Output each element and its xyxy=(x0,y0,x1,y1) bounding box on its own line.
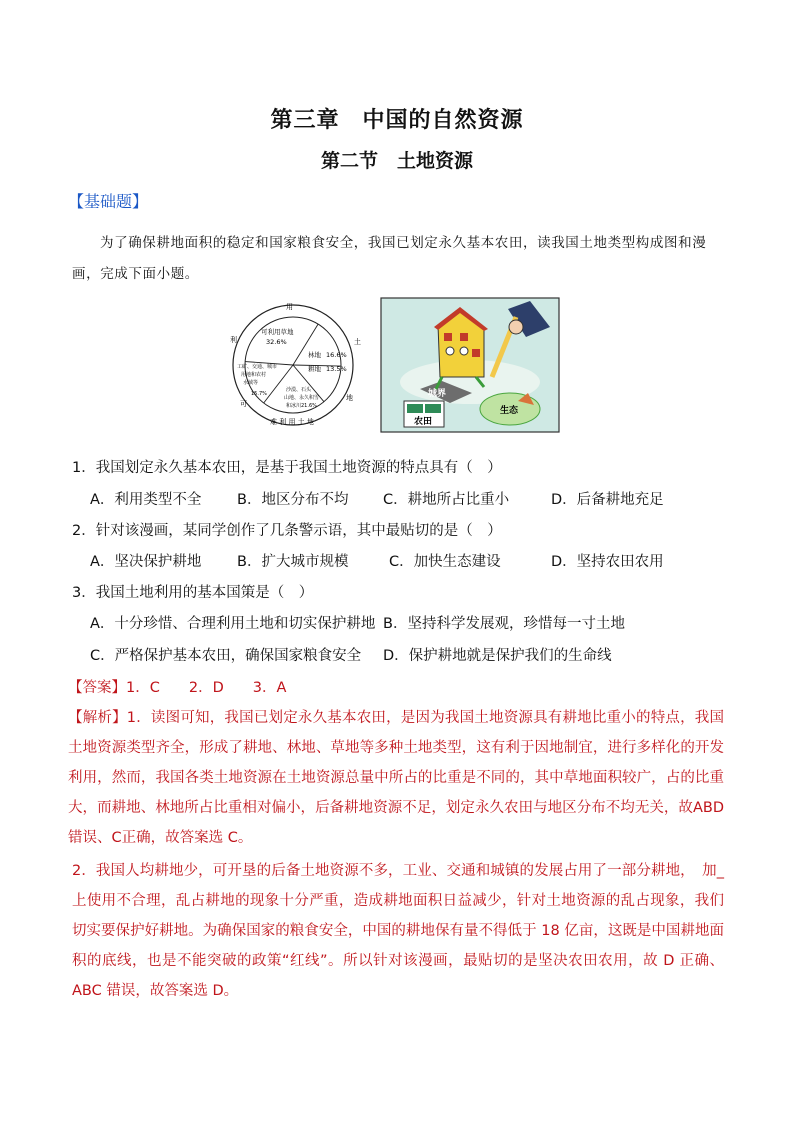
house-window-icon xyxy=(460,333,468,341)
hand-icon xyxy=(509,320,523,334)
question-1-option-c: C．耕地所占比重小 xyxy=(383,492,510,508)
farm-field-tile xyxy=(425,404,441,413)
answer-text: 1．C 2．D 3．A xyxy=(126,680,287,696)
farm-field-tile xyxy=(407,404,423,413)
slice-farm-value: 13.5% xyxy=(326,365,347,373)
slice-built-value: 15.7% xyxy=(251,391,267,397)
category-label: 【基础题】 xyxy=(68,192,149,211)
intro-paragraph: 为了确保耕地面积的稳定和国家粮食安全，我国已划定永久基本农田，读我国土地类型构成图和漫画，完成下面小题。 xyxy=(72,235,707,282)
slice-built-label-3: 水域等 xyxy=(243,380,259,386)
question-1-option-b: B．地区分布不均 xyxy=(237,492,349,508)
sign-eco-text: 生态 xyxy=(500,406,519,416)
question-1-option-a: A．利用类型不全 xyxy=(90,492,202,508)
analysis-paragraph-1 xyxy=(68,703,724,853)
answer-label: 【答案】 xyxy=(68,680,126,696)
question-2-option-d: D．坚持农田农用 xyxy=(551,554,664,570)
section-title: 第二节 土地资源 xyxy=(320,150,473,172)
question-3-option-d: D．保护耕地就是保护我们的生命线 xyxy=(383,648,612,664)
slice-unused-label-2: 山地、永久积雪 xyxy=(284,395,320,401)
ring-text-right-bottom: 地 xyxy=(346,394,353,402)
ring-text-right-top: 土 xyxy=(354,338,361,346)
question-2-option-a: A．坚决保护耕地 xyxy=(90,554,202,570)
slice-grass-value: 32.6% xyxy=(266,338,287,346)
question-3-option-a: A．十分珍惜、合理利用土地和切实保护耕地 xyxy=(90,616,376,632)
slice-unused-label-3: 和冰川21.6% xyxy=(286,403,317,409)
ring-text-top: 用 xyxy=(286,303,293,311)
house-eye-icon xyxy=(460,347,468,355)
sign-city-text: 城界 xyxy=(428,389,447,399)
question-1-stem: 1．我国划定永久基本农田，是基于我国土地资源的特点具有（ ） xyxy=(72,460,502,476)
slice-built-label-2: 用地和农村 xyxy=(241,372,267,378)
question-2-option-b: B．扩大城市规模 xyxy=(237,554,349,570)
question-3-option-c: C．严格保护基本农田，确保国家粮食安全 xyxy=(90,648,362,664)
chapter-title: 第三章 中国的自然资源 xyxy=(270,108,524,133)
analysis-label: 【解析】 xyxy=(68,710,127,726)
ring-text-left-bottom: 可 xyxy=(240,400,247,408)
analysis-paragraph-2: 2．我国人均耕地少，可开垦的后备土地资源不多，工业、交通和城镇的发展占用了一部分耕地， 加_上使用不合理，乱占耕地的现象十分严重，造成耕地面积日益减少，针对土地资源的乱占现象，我们切实要保护好耕地。为确保国家的粮食安全，中国的耕地保有量不得低于 18 亿亩，这既是中国耕地面积的底线，也是不能突破的政策“红线”。所以针对该漫画，最贴切的是坚决农田农用，故 D 正确、ABC 错误，故答案选 D。 xyxy=(72,863,724,999)
land-type-pie-chart xyxy=(218,300,372,430)
slice-farm-label: 耕地 xyxy=(308,365,321,373)
answer-line xyxy=(68,676,286,697)
analysis-text-1: 1．读图可知，我国已划定永久基本农田，是因为我国土地资源具有耕地比重小的特点，我国土地资源类型齐全，形成了耕地、林地、草地等多种土地类型，这有利于因地制宜，进行多样化的开发利用，然而，我国各类土地资源在土地资源总量中所占的比重是不同的，其中草地面积较广，占的比重大，而耕地、林地所占比重相对偏小，后备耕地资源不足，划定永久农田与地区分布不均无关，故ABD 错误、C正确，故答案选 C。 xyxy=(68,710,724,846)
ring-text-left-top: 利 xyxy=(230,336,237,344)
cartoon-illustration xyxy=(380,297,560,433)
house-window-icon xyxy=(472,349,480,357)
house-window-icon xyxy=(444,333,452,341)
question-2-option-c: C．加快生态建设 xyxy=(389,554,501,570)
slice-grass-label: 可利用草地 xyxy=(261,328,294,336)
question-2-stem: 2．针对该漫画，某同学创作了几条警示语，其中最贴切的是（ ） xyxy=(72,523,502,539)
question-1-option-d: D．后备耕地充足 xyxy=(551,492,664,508)
sign-farm-text: 农田 xyxy=(414,417,433,427)
land-type-pie-figure xyxy=(218,300,372,430)
slice-forest-value: 16.6% xyxy=(326,351,347,359)
house-eye-icon xyxy=(446,347,454,355)
slice-unused-label-1: 沙漠、石头 xyxy=(286,387,312,393)
question-3-option-b: B．坚持科学发展观，珍惜每一寸土地 xyxy=(383,616,625,632)
slice-forest-label: 林地 xyxy=(308,351,321,359)
slice-built-label-1: 工矿、交通、城市 xyxy=(237,364,278,370)
question-3-stem: 3．我国土地利用的基本国策是（ ） xyxy=(72,585,314,601)
cartoon-figure xyxy=(380,297,560,433)
ring-text-bottom: 难 利 用 土 地 xyxy=(270,418,314,426)
